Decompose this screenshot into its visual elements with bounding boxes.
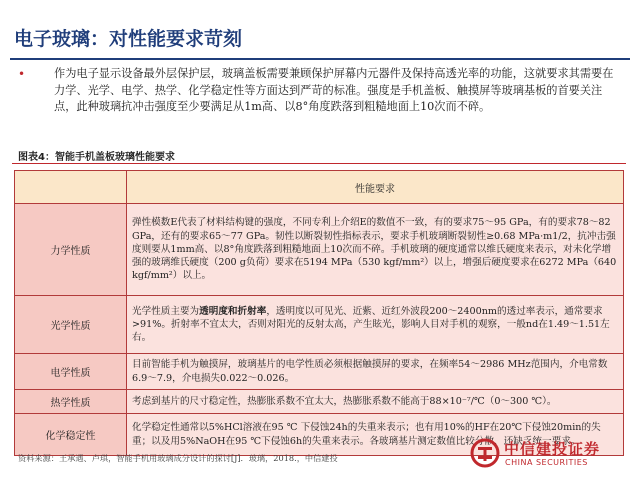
property-chemical: 化学稳定性 [15,414,127,456]
figure-divider [12,163,626,164]
logo-chinese-name: 中信建投证券 [504,440,601,458]
property-optical: 光学性质 [15,296,127,354]
page-title: 电子玻璃：对性能要求苛刻 [14,28,243,50]
title-divider [10,58,630,60]
requirement-chemical: 化学稳定性通常以5%HCl溶液在95 ℃ 下侵蚀24h的失重来表示；也有用10%的HF在20℃下侵蚀20min的失重；以及用5%NaOH在95 ℃下侵蚀6h的失重来表示。各玻璃基片测定数值比较分散，还缺乏统一要求。 [127,414,624,456]
source-note: 资料来源：王承遇、卢琪，智能手机用玻璃成分设计的探讨[J]．玻璃，2018.，中信建投 [18,453,338,463]
table-header: 性能要求 [127,171,624,204]
table-row [15,354,624,390]
citic-logo-icon [470,438,500,468]
figure-caption: 图表4：智能手机盖板玻璃性能要求 [18,152,175,163]
performance-table [14,170,624,456]
property-mechanical: 力学性质 [15,204,127,296]
intro-bullet [18,66,618,116]
table-row [15,390,624,414]
requirement-electrical: 目前智能手机为触摸屏，玻璃基片的电学性质必须根据触摸屏的要求，在频率54～2986 MHz范围内，介电常数6.9～7.9，介电损失0.022～0.026。 [127,354,624,390]
bullet-dot-icon: • [18,67,26,81]
table-header-row [15,171,624,204]
table-row [15,296,624,354]
company-logo [470,436,635,476]
optical-text-end: ，透明度以可见光、近紫、近红外波段200～2400nm的透过率表示，通常要求>91%。折射率不宜太大，否则对阳光的反射太高，产生眩光，影响人目对手机的观察，一般nd在1.49～1.51左右。 [132,305,610,344]
requirement-mechanical: 弹性模数E代表了材料结构键的强度，不同专利上介绍E的数值不一致，有的要求75～95 GPa，有的要求78～82 GPa，还有的要求65～77 GPa。韧性以断裂韧性指标表示，要求手机玻璃断裂韧性≥0.68 MPa·m1/2，抗冲击强度则要从1mm高、以8°角度跌落到粗糙地面上10次而不碎。手机玻璃的硬度通常以维氏硬度来表示，对未化学增强的玻璃维氏硬度（200 g负荷）要求在5194 MPa（530 kgf/mm²）以上，增强后硬度要求在6272 MPa（640 kgf/mm²）以上。 [127,204,624,296]
table-row [15,204,624,296]
property-thermal: 热学性质 [15,390,127,414]
table-corner-cell [15,171,127,204]
optical-text-start: 光学性质主要为 [132,305,200,317]
logo-english-name: CHINA SECURITIES [505,458,588,467]
requirement-thermal: 考虑到基片的尺寸稳定性，热膨胀系数不宜太大，热膨胀系数不能高于88×10⁻⁷/℃（0～300 ℃）。 [127,390,624,414]
intro-text: 作为电子显示设备最外层保护层，玻璃盖板需要兼顾保护屏幕内元器件及保持高透光率的功能，这就要求其需要在力学、光学、电学、热学、化学稳定性等方面达到严苛的标准。强度是手机盖板、触摸屏等玻璃基板的首要关注点，此种玻璃抗冲击强度至少要满足从1m高、以8°角度跌落到粗糙地面上10次而不碎。 [54,67,614,113]
optical-text-bold: 透明度和折射率 [199,305,267,317]
requirement-optical [127,296,624,354]
property-electrical: 电学性质 [15,354,127,390]
